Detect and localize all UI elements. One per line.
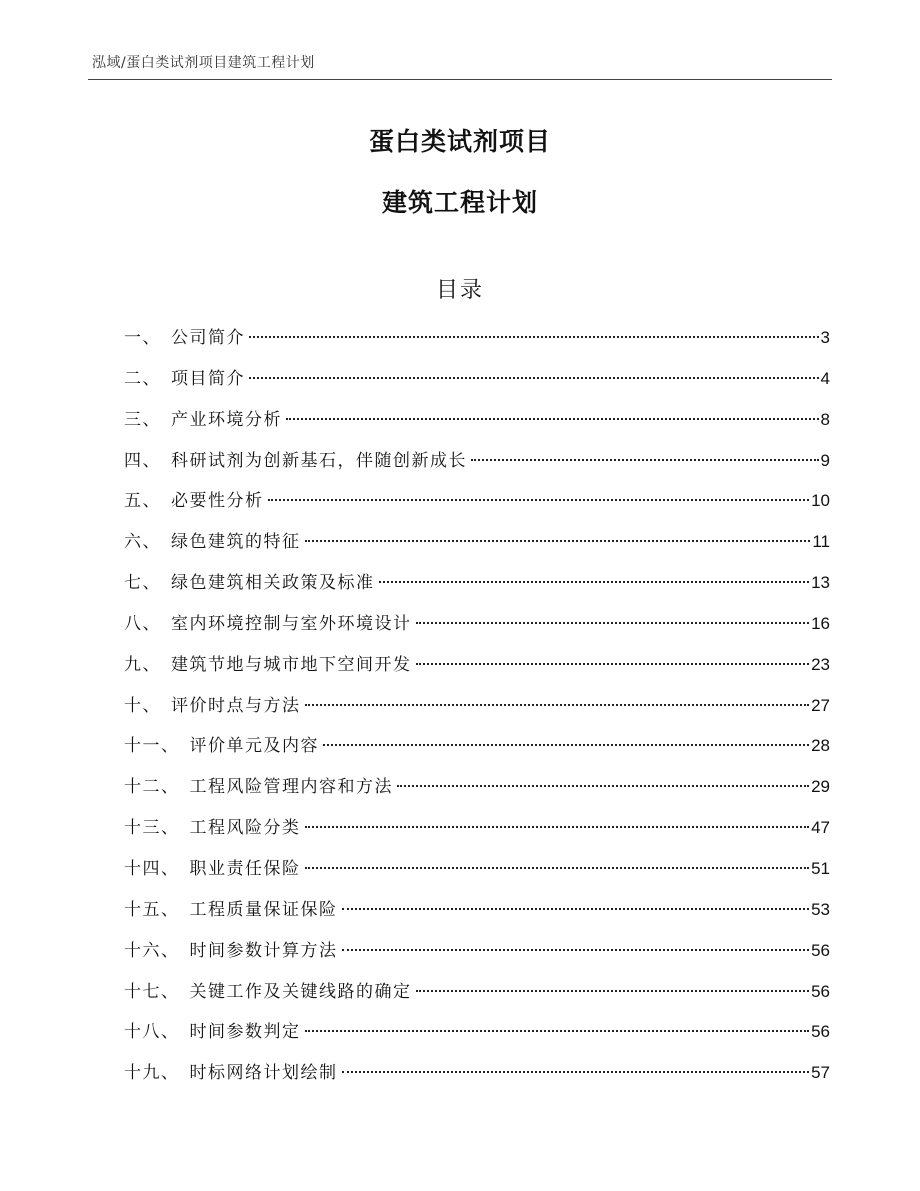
- toc-entry[interactable]: [124, 895, 830, 936]
- toc-entry-title: [124, 1058, 338, 1088]
- toc-entry[interactable]: [124, 1017, 830, 1058]
- toc-dot-leader: [249, 336, 819, 338]
- toc-entry-label: 绿色建筑的特征: [171, 532, 301, 553]
- toc-entry-title: [124, 405, 282, 435]
- toc-entry-number: 十五、: [124, 899, 180, 920]
- toc-page-number: 47: [811, 818, 830, 838]
- toc-entry-label: 项目简介: [171, 368, 245, 389]
- toc-entry-title: [124, 568, 375, 598]
- toc-entry-label: 工程风险分类: [189, 818, 301, 839]
- toc-dot-leader: [416, 990, 810, 992]
- toc-dot-leader: [342, 1071, 810, 1073]
- toc-page-number: 56: [811, 940, 830, 960]
- toc-entry-label: 科研试剂为创新基石，伴随创新成长: [171, 450, 467, 471]
- toc-entry-label: 关键工作及关键线路的确定: [189, 981, 412, 1002]
- toc-dot-leader: [416, 663, 810, 665]
- toc-page-number: 27: [811, 695, 830, 715]
- toc-entry[interactable]: [124, 446, 830, 487]
- toc-entry-label: 工程风险管理内容和方法: [189, 777, 393, 798]
- toc-entry-number: 一、: [124, 328, 161, 348]
- toc-entry-number: 十三、: [124, 818, 180, 839]
- toc-entry-label: 时间参数计算方法: [189, 940, 338, 961]
- toc-dot-leader: [471, 459, 819, 461]
- toc-dot-leader: [305, 704, 810, 706]
- toc-entry[interactable]: [124, 527, 830, 568]
- toc-page-number: 56: [811, 981, 830, 1001]
- toc-entry-title: [124, 731, 319, 761]
- toc-entry-label: 评价单元及内容: [189, 736, 319, 757]
- toc-entry-number: 八、: [124, 613, 161, 634]
- toc-entry[interactable]: [124, 486, 830, 527]
- toc-dot-leader: [416, 622, 810, 624]
- toc-page-number: 9: [820, 450, 830, 470]
- toc-entry[interactable]: [124, 691, 830, 732]
- toc-entry-label: 工程质量保证保险: [189, 899, 338, 920]
- toc-dot-leader: [305, 1030, 810, 1032]
- toc-page-number: 8: [820, 409, 830, 429]
- toc-entry[interactable]: [124, 936, 830, 977]
- toc-entry-number: 九、: [124, 654, 161, 675]
- toc-dot-leader: [286, 418, 819, 420]
- toc-entry-number: 十、: [124, 695, 161, 716]
- toc-entry-title: [124, 895, 338, 925]
- toc-entry-number: 十九、: [124, 1063, 180, 1084]
- running-header: 泓域/蛋白类试剂项目建筑工程计划: [92, 55, 315, 71]
- toc-page-number: 4: [820, 368, 830, 388]
- toc-entry-label: 绿色建筑相关政策及标准: [171, 573, 375, 594]
- toc-entry-label: 评价时点与方法: [171, 695, 301, 716]
- toc-entry-label: 产业环境分析: [171, 409, 282, 430]
- toc-page-number: 16: [811, 613, 830, 633]
- toc-page-number: 3: [820, 328, 830, 347]
- toc-entry[interactable]: [124, 650, 830, 691]
- toc-entry[interactable]: [124, 772, 830, 813]
- toc-entry-title: [124, 364, 245, 394]
- toc-page-number: 57: [811, 1063, 830, 1083]
- toc-entry[interactable]: [124, 609, 830, 650]
- toc-entry-title: [124, 446, 467, 476]
- toc-page-number: 13: [811, 573, 830, 593]
- document-title-line-1: 蛋白类试剂项目: [368, 127, 551, 156]
- toc-entry-label: 建筑节地与城市地下空间开发: [171, 654, 412, 675]
- toc-entry[interactable]: [124, 731, 830, 772]
- toc-entry-label: 必要性分析: [171, 491, 264, 512]
- toc-entry-title: [124, 977, 412, 1007]
- toc-entry-number: 十六、: [124, 940, 180, 961]
- toc-entry-title: [124, 527, 301, 557]
- toc-entry-title: [124, 813, 301, 843]
- toc-page-number: 51: [811, 858, 830, 878]
- toc-entry-number: 十二、: [124, 777, 180, 798]
- toc-entry-label: 室内环境控制与室外环境设计: [171, 613, 412, 634]
- toc-entry[interactable]: [124, 323, 830, 364]
- toc-entry-title: [124, 772, 393, 802]
- toc-entry-number: 五、: [124, 491, 161, 512]
- toc-heading: 目录: [435, 278, 484, 303]
- toc-dot-leader: [249, 377, 819, 379]
- toc-page-number: 10: [811, 491, 830, 511]
- toc-dot-leader: [397, 785, 809, 787]
- toc-entry-label: 时标网络计划绘制: [189, 1063, 338, 1084]
- toc-page-number: 28: [811, 736, 830, 756]
- table-of-contents: [124, 323, 830, 1099]
- toc-entry-number: 七、: [124, 573, 161, 594]
- toc-entry-number: 六、: [124, 532, 161, 553]
- toc-entry-number: 十一、: [124, 736, 180, 757]
- document-title-line-2: 建筑工程计划: [381, 188, 538, 217]
- toc-page-number: 53: [811, 899, 830, 919]
- toc-entry-title: [124, 486, 264, 516]
- toc-page-number: 29: [811, 777, 830, 797]
- toc-entry-label: 职业责任保险: [189, 858, 301, 879]
- toc-dot-leader: [379, 581, 810, 583]
- toc-entry-number: 四、: [124, 450, 161, 471]
- toc-entry-number: 二、: [124, 368, 161, 389]
- toc-page-number: 23: [811, 654, 830, 674]
- toc-entry-title: [124, 323, 245, 353]
- toc-entry[interactable]: [124, 1058, 830, 1099]
- toc-dot-leader: [342, 949, 810, 951]
- toc-entry-title: [124, 854, 301, 884]
- toc-entry-number: 十八、: [124, 1022, 180, 1043]
- toc-entry-title: [124, 650, 412, 680]
- toc-dot-leader: [323, 744, 809, 746]
- toc-entry-number: 十七、: [124, 981, 180, 1002]
- toc-page-number: 56: [811, 1022, 830, 1042]
- toc-dot-leader: [305, 826, 810, 828]
- toc-entry-title: [124, 936, 338, 966]
- toc-entry-title: [124, 1017, 301, 1047]
- toc-dot-leader: [305, 867, 810, 869]
- toc-entry-number: 三、: [124, 409, 161, 430]
- toc-entry[interactable]: [124, 568, 830, 609]
- toc-entry[interactable]: [124, 854, 830, 895]
- toc-entry-number: 十四、: [124, 858, 180, 879]
- toc-entry[interactable]: [124, 405, 830, 446]
- toc-entry-title: [124, 691, 301, 721]
- toc-entry[interactable]: [124, 977, 830, 1018]
- toc-entry[interactable]: [124, 813, 830, 854]
- header-divider: [88, 79, 832, 80]
- toc-page-number: 11: [812, 532, 830, 552]
- toc-entry-label: 时间参数判定: [189, 1022, 301, 1043]
- toc-entry[interactable]: [124, 364, 830, 405]
- toc-entry-title: [124, 609, 412, 639]
- toc-dot-leader: [268, 499, 810, 501]
- toc-entry-label: 公司简介: [171, 328, 245, 348]
- toc-dot-leader: [342, 908, 810, 910]
- toc-dot-leader: [305, 540, 811, 542]
